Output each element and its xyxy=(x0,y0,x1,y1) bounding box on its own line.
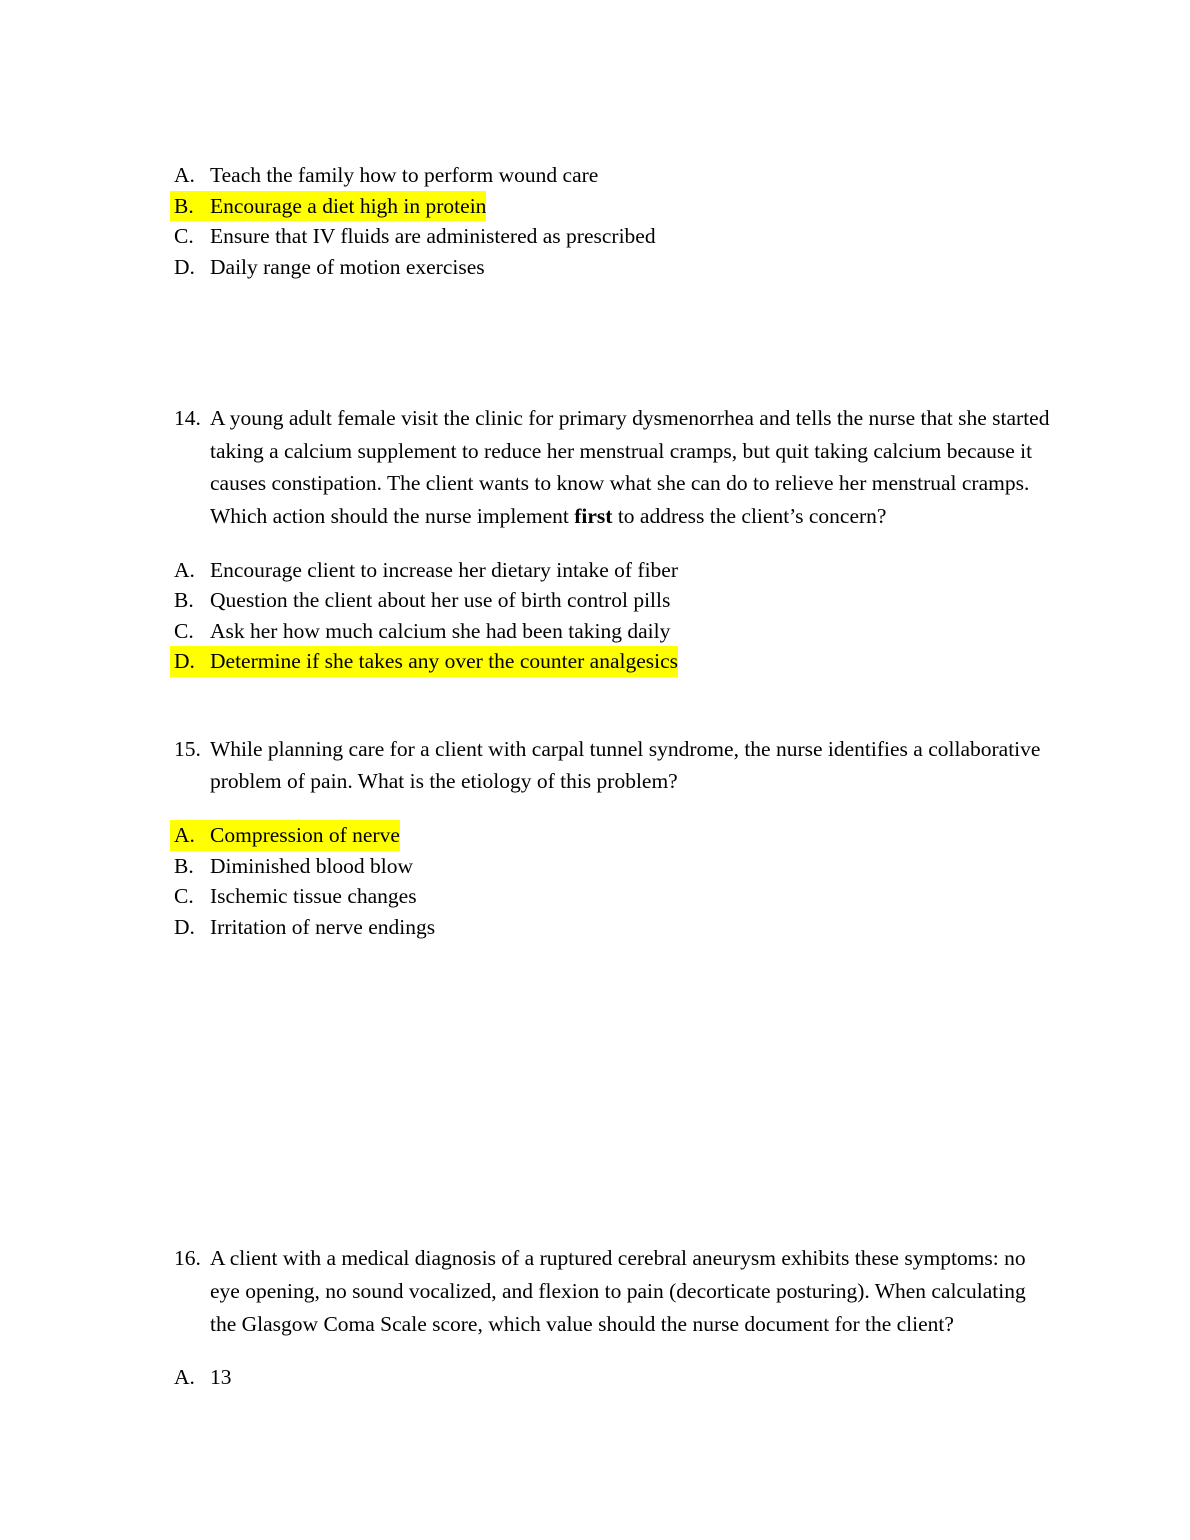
question-14 xyxy=(170,402,1050,533)
list-item[interactable] xyxy=(170,160,1050,191)
question-text xyxy=(210,402,1050,533)
option-letter: D. xyxy=(174,254,195,279)
list-item[interactable] xyxy=(170,912,1050,943)
question-15 xyxy=(170,733,1050,798)
question-16 xyxy=(170,1242,1050,1340)
option-letter: C. xyxy=(174,618,194,643)
spacer xyxy=(170,677,1050,733)
option-letter: A. xyxy=(174,163,195,187)
spacer xyxy=(170,282,1050,402)
spacer xyxy=(170,798,1050,820)
option-text: Daily range of motion exercises xyxy=(210,254,485,279)
list-item[interactable] xyxy=(170,1362,1050,1393)
option-letter: D. xyxy=(170,646,210,677)
question-emphasis: first xyxy=(574,504,613,529)
option-letter: B. xyxy=(174,588,194,613)
option-text: Compression of nerve xyxy=(210,820,400,851)
option-text: Determine if she takes any over the counter analgesics xyxy=(210,646,678,677)
option-letter: A. xyxy=(170,820,210,851)
option-text: Question the client about her use of birth control pills xyxy=(210,588,671,613)
list-item[interactable] xyxy=(170,881,1050,912)
option-text: Teach the family how to perform wound care xyxy=(210,163,599,187)
options-q14 xyxy=(170,555,1050,677)
question-text-post: to address the client’s concern? xyxy=(612,504,887,529)
option-letter: C. xyxy=(174,884,194,909)
option-text: Ischemic tissue changes xyxy=(210,884,417,909)
option-text: Encourage client to increase her dietary intake of fiber xyxy=(210,557,678,582)
question-text-pre: A young adult female visit the clinic for primary dysmenorrhea and tells the nurse that she started taking a calcium supplement to reduce her menstrual cramps, but quit taking calcium because it causes constipation. The client wants to know what she can do to relieve her menstrual cramps. Which action should the nurse implement xyxy=(210,406,1050,529)
option-letter: C. xyxy=(174,224,194,249)
option-text: Ensure that IV fluids are administered as prescribed xyxy=(210,224,656,249)
options-q16 xyxy=(170,1362,1050,1393)
list-item[interactable] xyxy=(170,851,1050,882)
option-letter: B. xyxy=(174,853,194,878)
list-item[interactable] xyxy=(170,555,1050,586)
option-letter: A. xyxy=(174,557,195,582)
option-text: 13 xyxy=(210,1365,232,1390)
list-item[interactable] xyxy=(170,616,1050,647)
question-number: 14. xyxy=(174,406,201,431)
option-letter: A. xyxy=(174,1365,195,1390)
question-text: While planning care for a client with carpal tunnel syndrome, the nurse identifies a collaborative problem of pain. What is the etiology of this problem? xyxy=(210,736,1041,794)
spacer xyxy=(170,942,1050,1242)
list-item[interactable] xyxy=(170,820,1050,851)
question-number: 15. xyxy=(174,736,201,761)
list-item[interactable] xyxy=(170,585,1050,616)
option-text: Ask her how much calcium she had been taking daily xyxy=(210,618,671,643)
option-text: Encourage a diet high in protein xyxy=(210,191,486,222)
list-item[interactable] xyxy=(170,646,1050,677)
list-item[interactable] xyxy=(170,221,1050,252)
spacer xyxy=(170,1340,1050,1362)
options-q15 xyxy=(170,820,1050,942)
option-letter: B. xyxy=(170,191,210,222)
list-item[interactable] xyxy=(170,191,1050,222)
spacer xyxy=(170,533,1050,555)
question-text: A client with a medical diagnosis of a ruptured cerebral aneurysm exhibits these symptoms: no eye opening, no sound vocalized, and flexion to pain (decorticate posturing). When calculating the Glasgow Coma Scale score, which value should the nurse document for the client? xyxy=(210,1246,1026,1336)
option-text: Irritation of nerve endings xyxy=(210,914,436,939)
document-body xyxy=(170,160,1050,1393)
options-q13 xyxy=(170,160,1050,282)
question-number: 16. xyxy=(174,1246,201,1271)
option-letter: D. xyxy=(174,914,195,939)
option-text: Diminished blood blow xyxy=(210,853,414,878)
list-item[interactable] xyxy=(170,252,1050,283)
